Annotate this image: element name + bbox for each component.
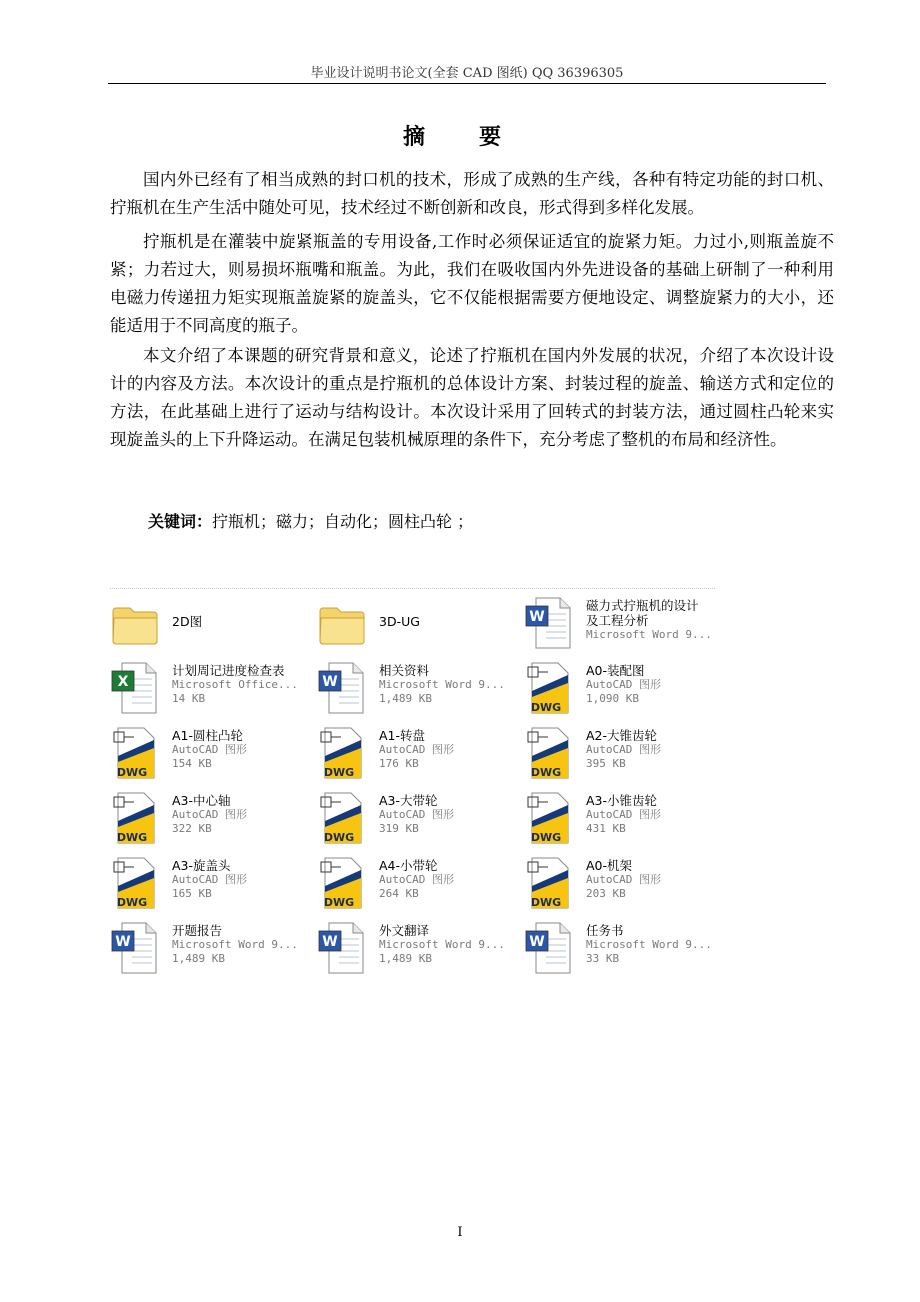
file-name: A0-机架 <box>586 858 633 873</box>
file-name: 开题报告 <box>172 923 223 938</box>
file-type: AutoCAD 图形 <box>379 873 454 886</box>
dwg-file-icon <box>317 856 369 910</box>
file-type: Microsoft Word 9... <box>379 678 505 691</box>
icon-label: DWG <box>116 831 148 844</box>
icon-label: DWG <box>323 896 355 909</box>
file-size: 165 KB <box>172 887 212 900</box>
file-item[interactable] <box>524 791 729 851</box>
icon-label: W <box>115 934 131 950</box>
file-name-line2: 及工程分析 <box>586 613 649 628</box>
file-name: A1-圆柱凸轮 <box>172 728 244 743</box>
dwg-file-icon <box>110 726 162 780</box>
file-size: 1,489 KB <box>172 952 225 965</box>
keywords-line <box>148 509 473 532</box>
file-labels <box>586 728 726 771</box>
file-size: 395 KB <box>586 757 626 770</box>
word-document-icon <box>110 921 162 975</box>
word-document-icon <box>317 661 369 715</box>
icon-label: W <box>322 934 338 950</box>
file-name: 3D-UG <box>379 614 420 629</box>
file-size: 33 KB <box>586 952 620 965</box>
file-labels <box>172 614 312 629</box>
file-size: 1,489 KB <box>379 952 432 965</box>
file-labels <box>379 923 519 966</box>
file-item[interactable] <box>317 661 522 721</box>
word-document-icon <box>524 921 576 975</box>
file-item[interactable] <box>317 596 522 656</box>
file-labels <box>586 598 726 642</box>
file-labels <box>379 858 519 901</box>
running-header: 毕业设计说明书论文(全套 CAD 图纸) QQ 36396305 <box>310 66 624 81</box>
file-name: A2-大锥齿轮 <box>586 728 658 743</box>
file-name: 磁力式拧瓶机的设计 <box>586 598 699 613</box>
dwg-file-icon <box>317 726 369 780</box>
file-labels <box>172 663 312 706</box>
page-number: I <box>457 1225 463 1240</box>
file-item[interactable] <box>524 596 729 656</box>
file-size: 14 KB <box>172 692 206 705</box>
file-type: AutoCAD 图形 <box>586 678 661 691</box>
icon-label: DWG <box>323 831 355 844</box>
file-name: A4-小带轮 <box>379 858 438 873</box>
file-labels <box>379 793 519 836</box>
file-item[interactable] <box>110 596 315 656</box>
dwg-file-icon <box>110 791 162 845</box>
file-size: 154 KB <box>172 757 212 770</box>
icon-label: W <box>529 934 545 950</box>
icon-label: X <box>117 674 129 690</box>
folder-icon <box>317 596 369 650</box>
file-labels <box>586 858 726 901</box>
icon-label: W <box>529 609 545 625</box>
file-item[interactable] <box>317 791 522 851</box>
file-item[interactable] <box>110 726 315 786</box>
file-name: 任务书 <box>586 923 624 938</box>
dwg-file-icon <box>110 856 162 910</box>
file-labels <box>379 728 519 771</box>
file-size: 203 KB <box>586 887 626 900</box>
file-name: A1-转盘 <box>379 728 426 743</box>
file-name: A3-大带轮 <box>379 793 438 808</box>
file-type: Microsoft Word 9... <box>172 938 298 951</box>
file-name: 计划周记进度检查表 <box>172 663 285 678</box>
file-item[interactable] <box>524 856 729 916</box>
dwg-file-icon <box>524 726 576 780</box>
file-name: A0-装配图 <box>586 663 645 678</box>
abstract-title: 摘 要 <box>402 125 517 150</box>
file-type: AutoCAD 图形 <box>586 873 661 886</box>
file-size: 431 KB <box>586 822 626 835</box>
file-size: 264 KB <box>379 887 419 900</box>
file-item[interactable] <box>110 661 315 721</box>
file-labels <box>379 663 519 706</box>
file-type: AutoCAD 图形 <box>172 743 247 756</box>
file-labels <box>172 923 312 966</box>
divider <box>110 588 715 589</box>
file-name: A3-旋盖头 <box>172 858 231 873</box>
header-rule <box>108 83 826 84</box>
keywords-label: 关键词： <box>148 512 213 531</box>
file-type: Microsoft Word 9... <box>379 938 505 951</box>
icon-label: DWG <box>116 896 148 909</box>
file-type: AutoCAD 图形 <box>586 743 661 756</box>
icon-label: DWG <box>530 831 562 844</box>
file-name: A3-小锥齿轮 <box>586 793 658 808</box>
file-item[interactable] <box>110 921 315 981</box>
file-labels <box>172 858 312 901</box>
file-name: 外文翻译 <box>379 923 430 938</box>
file-labels <box>586 923 726 966</box>
file-item[interactable] <box>110 856 315 916</box>
file-type: AutoCAD 图形 <box>172 873 247 886</box>
file-icon-grid <box>110 596 730 980</box>
icon-label: DWG <box>530 766 562 779</box>
icon-label: DWG <box>530 896 562 909</box>
file-type: AutoCAD 图形 <box>172 808 247 821</box>
file-item[interactable] <box>524 726 729 786</box>
abstract-paragraph-2: 拧瓶机是在灌装中旋紧瓶盖的专用设备,工作时必须保证适宜的旋紧力矩。力过小,则瓶盖旋不紧；力若过大，则易损坏瓶嘴和瓶盖。为此，我们在吸收国内外先进设备的基础上研制了一种利用电磁力传递扭力矩实现瓶盖旋紧的旋盖头，它不仅能根据需要方便地设定、调整旋紧力的大小，还能适用于不同高度的瓶子。 <box>110 232 834 335</box>
folder-icon <box>110 596 162 650</box>
file-item[interactable] <box>317 921 522 981</box>
dwg-file-icon <box>524 661 576 715</box>
file-size: 176 KB <box>379 757 419 770</box>
file-type: Microsoft Office... <box>172 678 298 691</box>
file-item[interactable] <box>317 726 522 786</box>
abstract-paragraph-1: 国内外已经有了相当成熟的封口机的技术，形成了成熟的生产线，各种有特定功能的封口机、拧瓶机在生产生活中随处可见，技术经过不断创新和改良，形式得到多样化发展。 <box>110 170 834 217</box>
icon-label: DWG <box>530 701 562 714</box>
excel-document-icon <box>110 661 162 715</box>
file-type: Microsoft Word 9... <box>586 938 712 951</box>
file-size: 319 KB <box>379 822 419 835</box>
file-type: AutoCAD 图形 <box>586 808 661 821</box>
file-size: 1,489 KB <box>379 692 432 705</box>
dwg-file-icon <box>524 856 576 910</box>
file-labels <box>586 663 726 706</box>
file-type: AutoCAD 图形 <box>379 743 454 756</box>
word-document-icon <box>524 596 576 650</box>
file-item[interactable] <box>317 856 522 916</box>
file-name: 2D图 <box>172 614 203 629</box>
file-item[interactable] <box>524 661 729 721</box>
keywords-value: 拧瓶机；磁力；自动化；圆柱凸轮 ； <box>212 512 474 531</box>
file-labels <box>586 793 726 836</box>
icon-label: W <box>322 674 338 690</box>
file-item[interactable] <box>110 791 315 851</box>
abstract-paragraph-3: 本文介绍了本课题的研究背景和意义，论述了拧瓶机在国内外发展的状况，介绍了本次设计设计的内容及方法。本次设计的重点是拧瓶机的总体设计方案、封装过程的旋盖、输送方式和定位的方法，在此基础上进行了运动与结构设计。本次设计采用了回转式的封装方法，通过圆柱凸轮来实现旋盖头的上下升降运动。在满足包装机械原理的条件下，充分考虑了整机的布局和经济性。 <box>110 346 834 449</box>
icon-label: DWG <box>323 766 355 779</box>
file-name: A3-中心轴 <box>172 793 231 808</box>
file-type: Microsoft Word 9... <box>586 628 712 641</box>
file-labels <box>172 728 312 771</box>
file-size: 1,090 KB <box>586 692 639 705</box>
file-type: AutoCAD 图形 <box>379 808 454 821</box>
icon-label: DWG <box>116 766 148 779</box>
file-size: 322 KB <box>172 822 212 835</box>
dwg-file-icon <box>524 791 576 845</box>
dwg-file-icon <box>317 791 369 845</box>
file-labels <box>379 614 519 629</box>
word-document-icon <box>317 921 369 975</box>
file-item[interactable] <box>524 921 729 981</box>
file-name: 相关资料 <box>379 663 430 678</box>
file-labels <box>172 793 312 836</box>
